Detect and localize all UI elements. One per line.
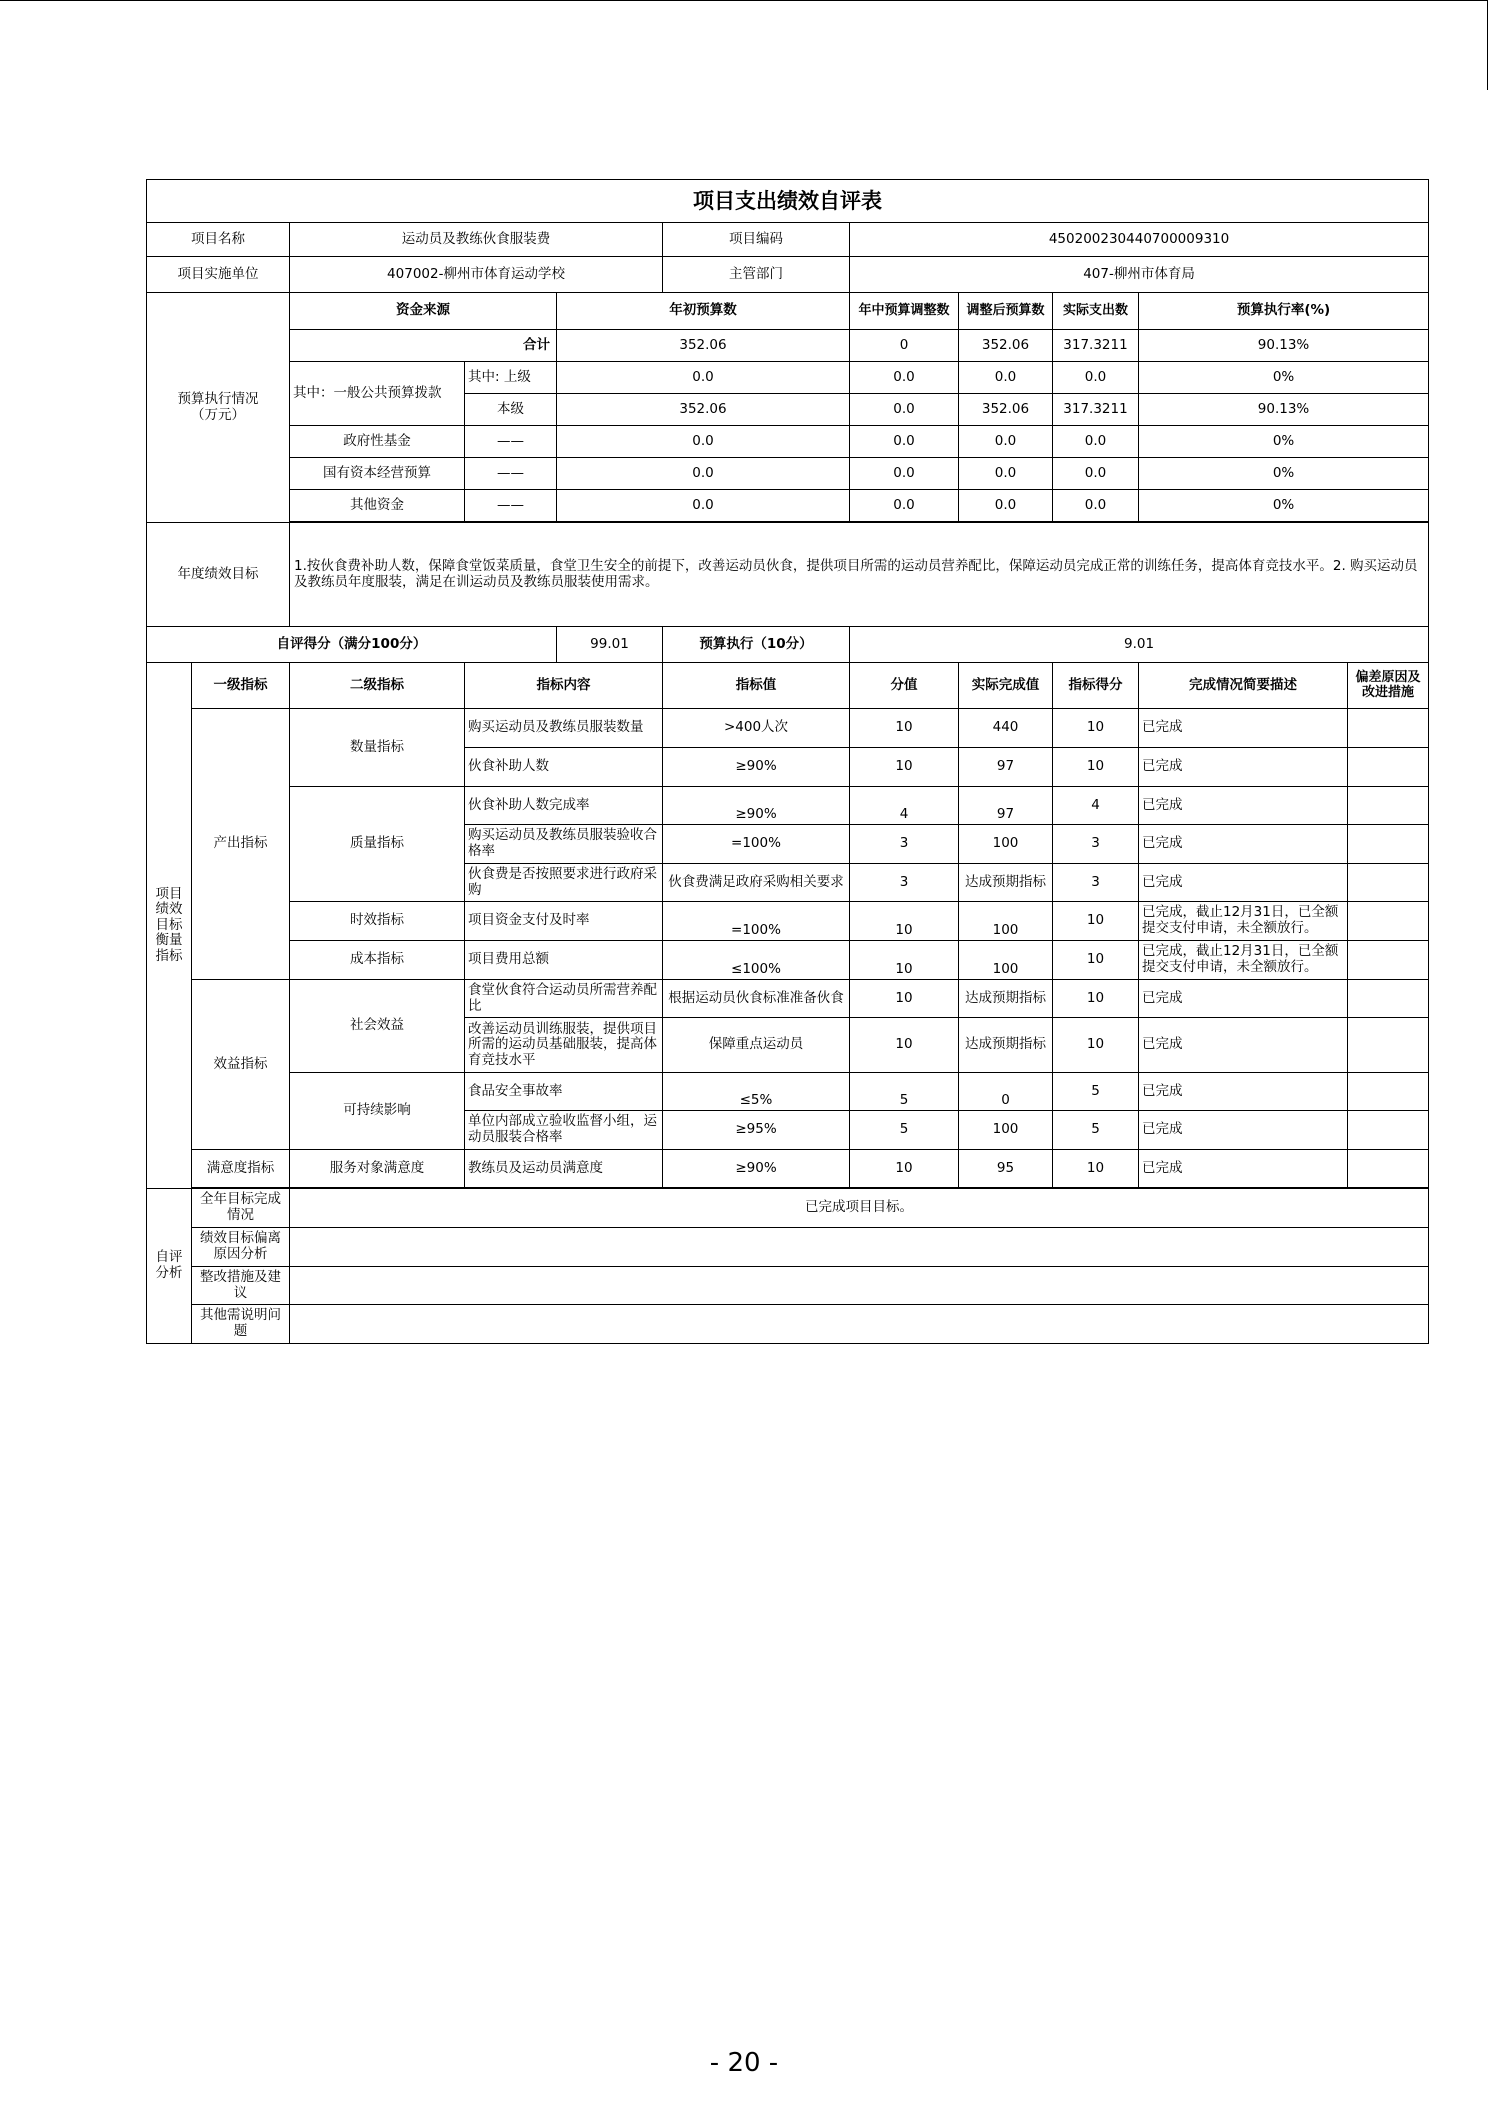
budget-total-initial: 352.06 bbox=[557, 330, 850, 362]
budget-other-actual: 0.0 bbox=[1053, 490, 1139, 522]
budget-header-mid-adjust: 年中预算调整数 bbox=[850, 293, 959, 330]
budget-local-actual: 317.3211 bbox=[1053, 394, 1139, 426]
indicator-desc: 已完成，截止12月31日，已全额提交支付申请，未全额放行。 bbox=[1139, 902, 1348, 941]
project-name-label: 项目名称 bbox=[147, 223, 290, 257]
indicator-desc: 已完成 bbox=[1139, 748, 1348, 787]
ind-header-weight: 分值 bbox=[850, 663, 959, 709]
indicator-content: 单位内部成立验收监督小组，运动员服装合格率 bbox=[465, 1111, 663, 1150]
group-social: 社会效益 bbox=[290, 980, 465, 1073]
indicator-actual: 97 bbox=[959, 787, 1053, 825]
budget-local-adjusted: 352.06 bbox=[959, 394, 1053, 426]
budget-header-rate: 预算执行率(%) bbox=[1139, 293, 1429, 330]
indicator-content: 伙食补助人数完成率 bbox=[465, 787, 663, 825]
indicator-value: ≥90% bbox=[663, 748, 850, 787]
indicator-score: 10 bbox=[1053, 941, 1139, 980]
analysis-rectify-label: 整改措施及建议 bbox=[192, 1267, 290, 1305]
project-name-value: 运动员及教练伙食服装费 bbox=[290, 223, 663, 257]
indicator-score: 3 bbox=[1053, 825, 1139, 864]
indicator-actual: 440 bbox=[959, 709, 1053, 748]
analysis-overall-label: 全年目标完成情况 bbox=[192, 1189, 290, 1228]
group-quantity: 数量指标 bbox=[290, 709, 465, 787]
budget-gov-fund-label: 政府性基金 bbox=[290, 426, 465, 458]
indicator-actual: 95 bbox=[959, 1150, 1053, 1188]
indicator-value: >400人次 bbox=[663, 709, 850, 748]
department-value: 407-柳州市体育局 bbox=[850, 257, 1429, 293]
budget-state-capital-adjusted: 0.0 bbox=[959, 458, 1053, 490]
indicator-content: 购买运动员及教练员服装验收合格率 bbox=[465, 825, 663, 864]
indicator-actual: 100 bbox=[959, 1111, 1053, 1150]
budget-state-capital-label: 国有资本经营预算 bbox=[290, 458, 465, 490]
indicator-score: 10 bbox=[1053, 748, 1139, 787]
indicator-weight: 5 bbox=[850, 1073, 959, 1111]
indicator-weight: 10 bbox=[850, 980, 959, 1018]
indicator-desc: 已完成 bbox=[1139, 709, 1348, 748]
ind-header-level2: 二级指标 bbox=[290, 663, 465, 709]
indicator-score: 5 bbox=[1053, 1073, 1139, 1111]
indicator-actual: 达成预期指标 bbox=[959, 1018, 1053, 1073]
budget-total-actual: 317.3211 bbox=[1053, 330, 1139, 362]
indicator-weight: 10 bbox=[850, 709, 959, 748]
budget-total-adjusted: 352.06 bbox=[959, 330, 1053, 362]
budget-local-rate: 90.13% bbox=[1139, 394, 1429, 426]
indicator-actual: 100 bbox=[959, 941, 1053, 980]
indicator-content: 伙食补助人数 bbox=[465, 748, 663, 787]
indicator-actual: 100 bbox=[959, 902, 1053, 941]
budget-other-mid: 0.0 bbox=[850, 490, 959, 522]
budget-other-initial: 0.0 bbox=[557, 490, 850, 522]
indicator-value: ≤5% bbox=[663, 1073, 850, 1111]
indicator-desc: 已完成，截止12月31日，已全额提交支付申请，未全额放行。 bbox=[1139, 941, 1348, 980]
indicator-value: ≤100% bbox=[663, 941, 850, 980]
budget-total-rate: 90.13% bbox=[1139, 330, 1429, 362]
budget-gov-fund-rate: 0% bbox=[1139, 426, 1429, 458]
budget-section-label: 预算执行情况 （万元） bbox=[147, 293, 290, 523]
ind-header-actual: 实际完成值 bbox=[959, 663, 1053, 709]
indicator-weight: 5 bbox=[850, 1111, 959, 1150]
budget-upper-adjusted: 0.0 bbox=[959, 362, 1053, 394]
indicator-content: 改善运动员训练服装，提供项目所需的运动员基础服装，提高体育竞技水平 bbox=[465, 1018, 663, 1073]
budget-header-initial: 年初预算数 bbox=[557, 293, 850, 330]
indicator-value: ≥90% bbox=[663, 1150, 850, 1188]
indicator-score: 5 bbox=[1053, 1111, 1139, 1150]
budget-execution-score-label: 预算执行（10分） bbox=[663, 627, 850, 663]
analysis-other-value bbox=[290, 1305, 1429, 1344]
indicator-reason bbox=[1348, 787, 1429, 825]
analysis-other-label: 其他需说明问题 bbox=[192, 1305, 290, 1344]
self-score-value: 99.01 bbox=[557, 627, 663, 663]
indicator-weight: 10 bbox=[850, 902, 959, 941]
indicator-actual: 0 bbox=[959, 1073, 1053, 1111]
budget-upper-mid: 0.0 bbox=[850, 362, 959, 394]
budget-other-dash: —— bbox=[465, 490, 557, 522]
indicator-value: 保障重点运动员 bbox=[663, 1018, 850, 1073]
budget-gov-fund-adjusted: 0.0 bbox=[959, 426, 1053, 458]
ind-header-level1: 一级指标 bbox=[192, 663, 290, 709]
budget-gov-fund-initial: 0.0 bbox=[557, 426, 850, 458]
analysis-deviation-label: 绩效目标偏离原因分析 bbox=[192, 1228, 290, 1267]
group-output: 产出指标 bbox=[192, 709, 290, 980]
indicator-content: 食堂伙食符合运动员所需营养配比 bbox=[465, 980, 663, 1018]
ind-header-content: 指标内容 bbox=[465, 663, 663, 709]
indicator-weight: 10 bbox=[850, 941, 959, 980]
ind-header-reason: 偏差原因及 改进措施 bbox=[1348, 663, 1429, 709]
group-timeliness: 时效指标 bbox=[290, 902, 465, 941]
budget-general-label: 其中：一般公共预算拨款 bbox=[290, 362, 465, 426]
budget-header-adjusted: 调整后预算数 bbox=[959, 293, 1053, 330]
self-score-label: 自评得分（满分100分） bbox=[147, 627, 557, 663]
analysis-section-label: 自评 分析 bbox=[147, 1189, 192, 1344]
indicator-content: 教练员及运动员满意度 bbox=[465, 1150, 663, 1188]
indicator-desc: 已完成 bbox=[1139, 864, 1348, 902]
indicator-content: 伙食费是否按照要求进行政府采购 bbox=[465, 864, 663, 902]
group-benefit: 效益指标 bbox=[192, 980, 290, 1150]
indicator-reason bbox=[1348, 1150, 1429, 1188]
indicator-actual: 达成预期指标 bbox=[959, 864, 1053, 902]
indicator-desc: 已完成 bbox=[1139, 980, 1348, 1018]
indicator-value: =100% bbox=[663, 902, 850, 941]
budget-state-capital-rate: 0% bbox=[1139, 458, 1429, 490]
indicator-desc: 已完成 bbox=[1139, 1111, 1348, 1150]
budget-gov-fund-mid: 0.0 bbox=[850, 426, 959, 458]
indicator-reason bbox=[1348, 941, 1429, 980]
indicator-value: ≥90% bbox=[663, 787, 850, 825]
budget-upper-actual: 0.0 bbox=[1053, 362, 1139, 394]
indicator-desc: 已完成 bbox=[1139, 1150, 1348, 1188]
budget-gov-fund-dash: —— bbox=[465, 426, 557, 458]
budget-local-mid: 0.0 bbox=[850, 394, 959, 426]
indicator-reason bbox=[1348, 864, 1429, 902]
indicator-value: 伙食费满足政府采购相关要求 bbox=[663, 864, 850, 902]
indicator-weight: 10 bbox=[850, 1150, 959, 1188]
page-number: - 20 - bbox=[709, 2048, 779, 2078]
budget-other-label: 其他资金 bbox=[290, 490, 465, 522]
budget-upper-initial: 0.0 bbox=[557, 362, 850, 394]
implementing-unit-label: 项目实施单位 bbox=[147, 257, 290, 293]
group-quality: 质量指标 bbox=[290, 787, 465, 902]
budget-state-capital-mid: 0.0 bbox=[850, 458, 959, 490]
project-code-value: 450200230440700009310 bbox=[850, 223, 1429, 257]
analysis-deviation-value bbox=[290, 1228, 1429, 1267]
indicator-section-label: 项目 绩效 目标 衡量 指标 bbox=[147, 663, 192, 1189]
budget-state-capital-actual: 0.0 bbox=[1053, 458, 1139, 490]
project-code-label: 项目编码 bbox=[663, 223, 850, 257]
budget-upper-rate: 0% bbox=[1139, 362, 1429, 394]
indicator-desc: 已完成 bbox=[1139, 1018, 1348, 1073]
indicator-weight: 3 bbox=[850, 825, 959, 864]
department-label: 主管部门 bbox=[663, 257, 850, 293]
indicator-desc: 已完成 bbox=[1139, 1073, 1348, 1111]
group-service: 服务对象满意度 bbox=[290, 1150, 465, 1188]
indicator-actual: 97 bbox=[959, 748, 1053, 787]
group-sustainable: 可持续影响 bbox=[290, 1073, 465, 1150]
indicator-reason bbox=[1348, 1111, 1429, 1150]
budget-other-adjusted: 0.0 bbox=[959, 490, 1053, 522]
budget-total-label: 合计 bbox=[290, 330, 557, 362]
indicator-actual: 100 bbox=[959, 825, 1053, 864]
indicator-value: =100% bbox=[663, 825, 850, 864]
budget-local-initial: 352.06 bbox=[557, 394, 850, 426]
annual-goal-label: 年度绩效目标 bbox=[147, 523, 290, 627]
indicator-reason bbox=[1348, 980, 1429, 1018]
group-satisfaction: 满意度指标 bbox=[192, 1150, 290, 1188]
ind-header-score: 指标得分 bbox=[1053, 663, 1139, 709]
budget-execution-score-value: 9.01 bbox=[850, 627, 1429, 663]
ind-header-value: 指标值 bbox=[663, 663, 850, 709]
budget-state-capital-dash: —— bbox=[465, 458, 557, 490]
budget-state-capital-initial: 0.0 bbox=[557, 458, 850, 490]
group-cost: 成本指标 bbox=[290, 941, 465, 980]
indicator-score: 10 bbox=[1053, 980, 1139, 1018]
indicator-desc: 已完成 bbox=[1139, 825, 1348, 864]
page-top-border bbox=[0, 0, 1488, 1]
indicator-score: 4 bbox=[1053, 787, 1139, 825]
indicator-reason bbox=[1348, 825, 1429, 864]
indicator-score: 3 bbox=[1053, 864, 1139, 902]
indicator-score: 10 bbox=[1053, 709, 1139, 748]
indicator-score: 10 bbox=[1053, 1150, 1139, 1188]
budget-upper-label: 其中: 上级 bbox=[465, 362, 557, 394]
implementing-unit-value: 407002-柳州市体育运动学校 bbox=[290, 257, 663, 293]
budget-header-actual: 实际支出数 bbox=[1053, 293, 1139, 330]
budget-header-source: 资金来源 bbox=[290, 293, 557, 330]
indicator-reason bbox=[1348, 709, 1429, 748]
self-evaluation-table bbox=[146, 179, 1429, 1344]
indicator-weight: 4 bbox=[850, 787, 959, 825]
indicator-reason bbox=[1348, 902, 1429, 941]
indicator-value: 根据运动员伙食标准准备伙食 bbox=[663, 980, 850, 1018]
indicator-content: 项目资金支付及时率 bbox=[465, 902, 663, 941]
budget-other-rate: 0% bbox=[1139, 490, 1429, 522]
indicator-value: ≥95% bbox=[663, 1111, 850, 1150]
indicator-score: 10 bbox=[1053, 1018, 1139, 1073]
indicator-weight: 10 bbox=[850, 748, 959, 787]
analysis-overall-value: 已完成项目目标。 bbox=[290, 1189, 1429, 1228]
indicator-reason bbox=[1348, 1073, 1429, 1111]
indicator-content: 食品安全事故率 bbox=[465, 1073, 663, 1111]
indicator-weight: 3 bbox=[850, 864, 959, 902]
annual-goal-text: 1.按伙食费补助人数，保障食堂饭菜质量，食堂卫生安全的前提下，改善运动员伙食，提供项目所需的运动员营养配比，保障运动员完成正常的训练任务，提高体育竞技水平。2. 购买运动员及教练员年度服装，满足在训运动员及教练员服装使用需求。 bbox=[290, 523, 1429, 627]
indicator-content: 项目费用总额 bbox=[465, 941, 663, 980]
budget-gov-fund-actual: 0.0 bbox=[1053, 426, 1139, 458]
indicator-score: 10 bbox=[1053, 902, 1139, 941]
indicator-actual: 达成预期指标 bbox=[959, 980, 1053, 1018]
budget-total-mid: 0 bbox=[850, 330, 959, 362]
indicator-reason bbox=[1348, 1018, 1429, 1073]
ind-header-desc: 完成情况简要描述 bbox=[1139, 663, 1348, 709]
analysis-rectify-value bbox=[290, 1267, 1429, 1305]
indicator-weight: 10 bbox=[850, 1018, 959, 1073]
indicator-desc: 已完成 bbox=[1139, 787, 1348, 825]
budget-local-label: 本级 bbox=[465, 394, 557, 426]
indicator-reason bbox=[1348, 748, 1429, 787]
table-title: 项目支出绩效自评表 bbox=[147, 180, 1429, 223]
indicator-content: 购买运动员及教练员服装数量 bbox=[465, 709, 663, 748]
